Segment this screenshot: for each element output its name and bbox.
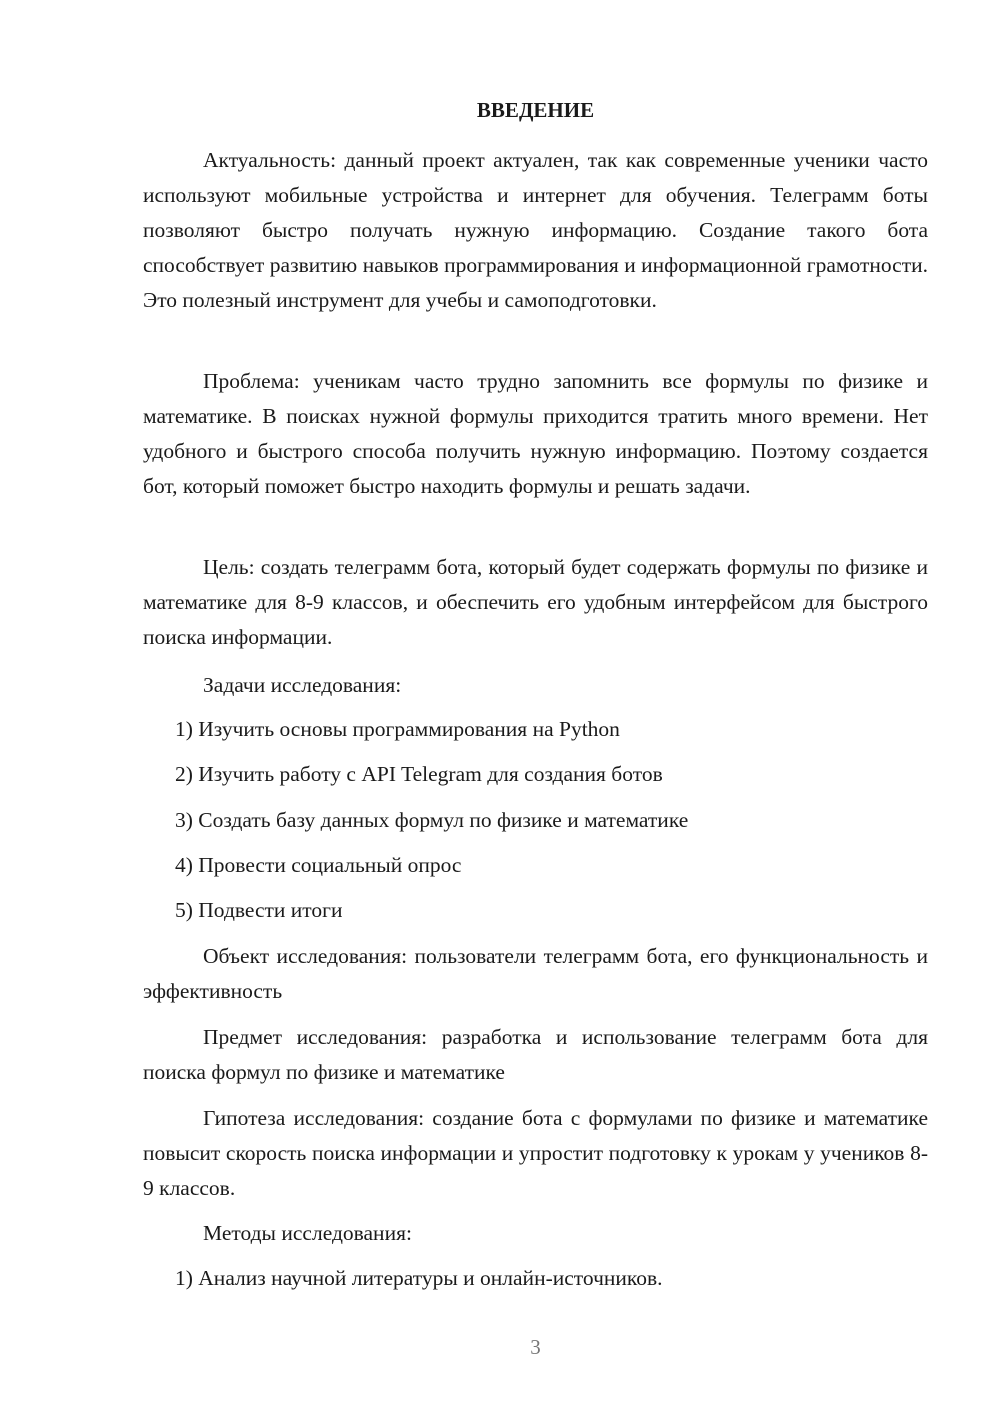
tasks-heading: Задачи исследования: [203, 673, 402, 697]
task-item: 5) Подвести итоги [175, 898, 343, 922]
goal-paragraph: Цель: создать телеграмм бота, который будет содержать формулы по физике и математике для 8-9 классов, и обеспечить его удобным интерфейсом для быстрого поиска информации. [143, 555, 928, 649]
problem-paragraph: Проблема: ученикам часто трудно запомнить все формулы по физике и математике. В поисках нужной формулы приходится тратить много времени. Нет удобного и быстрого способа получить нужную информацию. Поэтому создается бот, который поможет быстро находить формулы и решать задачи. [143, 369, 928, 498]
method-item: 1) Анализ научной литературы и онлайн-источников. [175, 1266, 663, 1290]
subject-paragraph: Предмет исследования: разработка и использование телеграмм бота для поиска формул по физике и математике [143, 1025, 928, 1084]
task-item: 2) Изучить работу с API Telegram для создания ботов [175, 762, 663, 786]
relevance-paragraph: Актуальность: данный проект актуален, так как современные ученики часто используют мобильные устройства и интернет для обучения. Телеграмм боты позволяют быстро получать нужную информацию. Создание такого бота способствует развитию навыков программирования и информационной грамотности. Это полезный инструмент для учебы и самоподготовки. [143, 148, 928, 312]
document-page [143, 0, 928, 1414]
task-item: 4) Провести социальный опрос [175, 853, 462, 877]
task-item: 1) Изучить основы программирования на Python [175, 717, 620, 741]
page-number: 3 [530, 1335, 541, 1359]
page-title: ВВЕДЕНИЕ [476, 98, 595, 122]
object-paragraph: Объект исследования: пользователи телеграмм бота, его функциональность и эффективность [143, 944, 928, 1003]
task-item: 3) Создать базу данных формул по физике и математике [175, 808, 689, 832]
methods-heading: Методы исследования: [203, 1221, 412, 1245]
hypothesis-paragraph: Гипотеза исследования: создание бота с формулами по физике и математике повысит скорость поиска информации и упростит подготовку к урокам у учеников 8-9 классов. [143, 1106, 928, 1200]
